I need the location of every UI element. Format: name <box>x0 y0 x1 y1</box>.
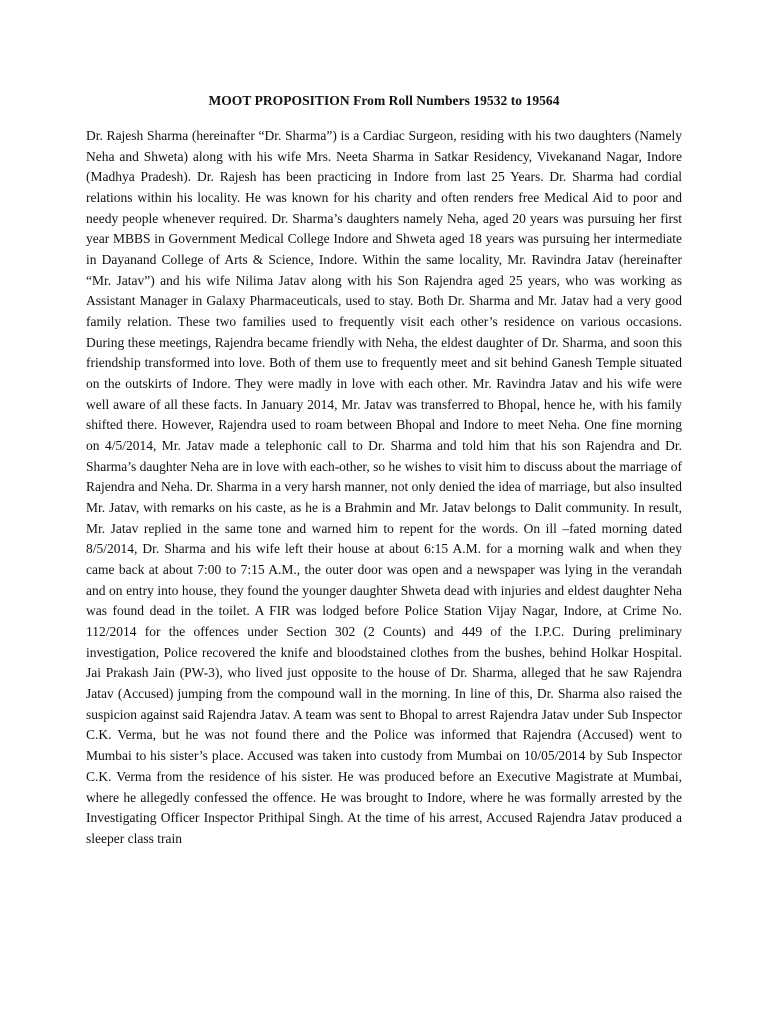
document-page <box>86 90 682 850</box>
document-body-paragraph: Dr. Rajesh Sharma (hereinafter “Dr. Sharma”) is a Cardiac Surgeon, residing with his two daughters (Namely Neha and Shweta) along with his wife Mrs. Neeta Sharma in Satkar Residency, Vivekanand Nagar, Indore (Madhya Pradesh). Dr. Rajesh has been practicing in Indore from last 25 Years. Dr. Sharma had cordial relations within his locality. He was known for his charity and often renders free Medical Aid to poor and needy people whenever required. Dr. Sharma’s daughters namely Neha, aged 20 years was pursuing her first year MBBS in Government Medical College Indore and Shweta aged 18 years was pursuing her intermediate in Dayanand College of Arts & Science, Indore. Within the same locality, Mr. Ravindra Jatav (hereinafter “Mr. Jatav”) and his wife Nilima Jatav along with his Son Rajendra aged 25 years, who was working as Assistant Manager in Galaxy Pharmaceuticals, used to stay. Both Dr. Sharma and Mr. Jatav had a very good family relation. These two families used to frequently visit each other’s residence on various occasions. During these meetings, Rajendra became friendly with Neha, the eldest daughter of Dr. Sharma, and soon this friendship transformed into love. Both of them use to frequently meet and sit behind Ganesh Temple situated on the outskirts of Indore. They were madly in love with each other. Mr. Ravindra Jatav and his wife were well aware of all these facts. In January 2014, Mr. Jatav was transferred to Bhopal, hence he, with his family shifted there. However, Rajendra used to roam between Bhopal and Indore to meet Neha. One fine morning on 4/5/2014, Mr. Jatav made a telephonic call to Dr. Sharma and told him that his son Rajendra and Dr. Sharma’s daughter Neha are in love with each-other, so he wishes to visit him to discuss about the marriage of Rajendra and Neha. Dr. Sharma in a very harsh manner, not only denied the idea of marriage, but also insulted Mr. Jatav, with remarks on his caste, as he is a Brahmin and Mr. Jatav belongs to Dalit community. In result, Mr. Jatav replied in the same tone and warned him to repent for the words. On ill –fated morning dated 8/5/2014, Dr. Sharma and his wife left their house at about 6:15 A.M. for a morning walk and when they came back at about 7:00 to 7:15 A.M., the outer door was open and a newspaper was lying in the verandah and on entry into house, they found the younger daughter Shweta dead with injuries and eldest daughter Neha was found dead in the toilet. A FIR was lodged before Police Station Vijay Nagar, Indore, at Crime No. 112/2014 for the offences under Section 302 (2 Counts) and 449 of the I.P.C. During preliminary investigation, Police recovered the knife and bloodstained clothes from the bushes, behind Holkar Hospital. Jai Prakash Jain (PW-3), who lived just opposite to the house of Dr. Sharma, alleged that he saw Rajendra Jatav (Accused) jumping from the compound wall in the morning. In line of this, Dr. Sharma also raised the suspicion against said Rajendra Jatav. A team was sent to Bhopal to arrest Rajendra Jatav under Sub Inspector C.K. Verma, but he was not found there and the Police was informed that Rajendra (Accused) went to Mumbai to his sister’s place. Accused was taken into custody from Mumbai on 10/05/2014 by Sub Inspector C.K. Verma from the residence of his sister. He was produced before an Executive Magistrate at Mumbai, where he allegedly confessed the offence. He was brought to Indore, where he was formally arrested by the Investigating Officer Inspector Prithipal Singh. At the time of his arrest, Accused Rajendra Jatav produced a sleeper class train <box>86 128 682 846</box>
document-title: MOOT PROPOSITION From Roll Numbers 19532 to 19564 <box>208 93 560 108</box>
